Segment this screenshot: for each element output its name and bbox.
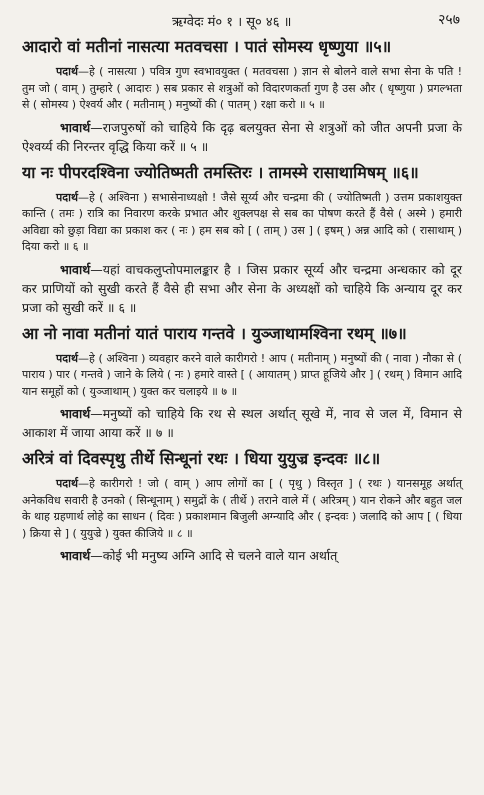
bhavartha-label: भावार्थ xyxy=(60,119,91,135)
padartha-text: —हे ( नासत्या ) पवित्र गुण स्वभावयुक्त ( मतवचसा ) ज्ञान से बोलने वाले सभा सेना के पति ! तुम जो ( वाम् ) तुम्हारे ( आदारः ) सब प्रकार से शत्रुओं को विदारणकर्ता गुण है उस और ( धृष्णुया ) प्रगल्भता से ( सोमस्य ) ऐश्वर्य और ( मतीनाम् ) मनुष्यों की ( पातम् ) रक्षा करो ॥ ५ ॥ xyxy=(22,65,462,111)
padartha-label: पदार्थ xyxy=(56,351,78,365)
bhavartha-label: भावार्थ xyxy=(60,406,91,421)
bhavartha-text: —कोई भी मनुष्य अग्नि आदि से चलने वाले यान अर्थात् xyxy=(90,548,338,563)
padartha-text: —हे ( अश्विना ) व्यवहार करने वाले कारीगरो ! आप ( मतीनाम् ) मनुष्यों की ( नावा ) नौका से ( पाराय ) पार ( गन्तवे ) जाने के लिये ( नः ) हमारे वास्ते [ ( आयातम् ) प्राप्त हूजिये और ] ( रथम् ) विमान आदि यान समूहों को ( युञ्जाथाम् ) युक्त कर चलाइये ॥ ७ ॥ xyxy=(22,351,462,398)
bhavartha-8 xyxy=(22,546,462,565)
padartha-7 xyxy=(22,351,462,401)
bhavartha-7 xyxy=(22,404,462,442)
padartha-text: —हे ( अश्विना ) सभासेनाध्यक्षो ! जैसे सूर्य्य और चन्द्रमा की ( ज्योतिष्मती ) उत्तम प्रकाशयुक्त कान्ति ( तमः ) रात्रि का निवारण करके प्रभात और शुक्लपक्ष से सब का पोषण करते हैं वैसे ( अस्मे ) हमारी अविद्या को छुड़ा विद्या का प्रकाश कर ( नः ) हम सब को [ ( ताम् ) उस ] ( इषम् ) अन्न आदि को ( रासाथाम् ) दिया करो ॥ ६ ॥ xyxy=(22,190,462,253)
page-number: २५७ xyxy=(438,12,460,28)
mantra-5: आदारो वां मतीनां नासत्या मतवचसा । पातं सोमस्य धृष्णुया ॥५॥ xyxy=(22,37,392,56)
bhavartha-text: —यहां वाचकलुप्तोपमालङ्कार है । जिस प्रकार सूर्य्य और चन्द्रमा अन्धकार को दूर कर प्राणियों को सुखी करते हैं वैसे ही सभा और सेना के अध्यक्षों को चाहिये कि अन्याय दूर कर प्रजा को सुखी करें ॥ ६ ॥ xyxy=(22,261,462,315)
padartha-label: पदार्थ xyxy=(56,65,78,78)
bhavartha-label: भावार्थ xyxy=(60,548,91,563)
running-header xyxy=(22,8,462,32)
bhavartha-6 xyxy=(22,260,462,317)
book-page xyxy=(22,8,462,571)
bhavartha-text: —राजपुरुषों को चाहिये कि दृढ़ बलयुक्त सेना से शत्रुओं को जीत अपनी प्रजा के ऐश्वर्य्य की निरन्तर वृद्धि किया करें ॥ ५ ॥ xyxy=(22,119,462,154)
padartha-5 xyxy=(22,64,462,114)
padartha-label: पदार्थ xyxy=(56,190,78,204)
bhavartha-label: भावार्थ xyxy=(60,261,91,277)
running-title: ऋग्वेदः मं० १ । सू० ४६ ॥ xyxy=(172,15,292,30)
mantra-7: आ नो नावा मतीनां यातं पाराय गन्तवे । युञ्जाथामश्विना रथम् ॥७॥ xyxy=(22,323,407,343)
mantra-8: अरित्रं वां दिवस्पृथु तीर्थे सिन्धूनां रथः । धिया युयुज्र इन्दवः ॥८॥ xyxy=(22,449,381,468)
mantra-6: या नः पीपरदश्विना ज्योतिष्मती तमस्तिरः । तामस्मे रासाथामिषम् ॥६॥ xyxy=(22,162,419,182)
padartha-8 xyxy=(22,476,462,542)
padartha-label: पदार्थ xyxy=(56,477,78,490)
padartha-6 xyxy=(22,190,462,256)
padartha-text: —हे कारीगरो ! जो ( वाम् ) आप लोगों का [ ( पृथु ) विस्तृत ] ( रथः ) यानसमूह अर्थात् अनेकविध सवारी है उनको ( सिन्धूनाम् ) समुद्रों के ( तीर्थे ) तराने वाले में ( अरित्रम् ) यान रोकने और बहुत जल के थाह ग्रहणार्थ लोहे का साधन ( दिवः ) प्रकाशमान बिजुली अग्न्यादि और ( इन्दवः ) जलादि को आप [ ( धिया ) क्रिया से ] ( युयुज्रे ) युक्त कीजिये ॥ ८ ॥ xyxy=(22,477,462,540)
bhavartha-text: —मनुष्यों को चाहिये कि रथ से स्थल अर्थात् सूखे में, नाव से जल में, विमान से आकाश में जाया आया करें ॥ ७ ॥ xyxy=(22,406,462,440)
bhavartha-5 xyxy=(22,118,462,156)
